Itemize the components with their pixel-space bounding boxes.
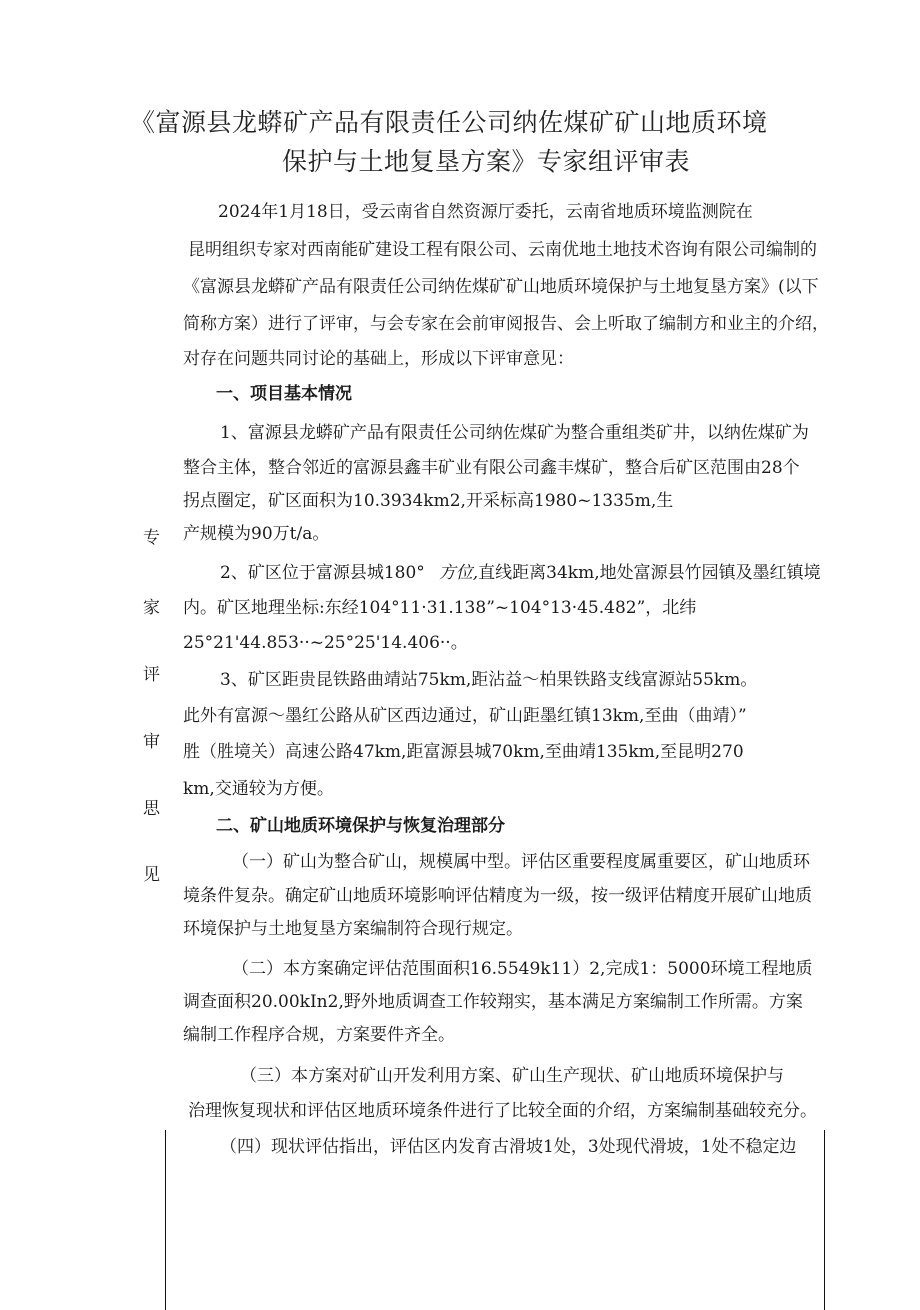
side-label-char: 专 [143, 528, 160, 548]
side-label-char: 评 [143, 665, 160, 685]
paragraph-line: 产规模为90万t/a。 [183, 524, 330, 544]
paragraph-line: 3、矿区距贵昆铁路曲靖站75km,距沾益～柏果铁路支线富源站55km。 [220, 670, 758, 690]
side-label-char: 思 [143, 799, 160, 819]
paragraph-line: 整合主体，整合邻近的富源县鑫丰矿业有限公司鑫丰煤矿，整合后矿区范围由28个 [183, 458, 800, 478]
paragraph-italic-text: 方位, [438, 563, 479, 583]
section-heading: 一、项目基本情况 [216, 384, 352, 404]
intro-line: 昆明组织专家对西南能矿建设工程有限公司、云南优地土地技术咨询有限公司编制的 [188, 240, 817, 260]
paragraph-line: 调查面积20.00kIn2,野外地质调查工作较翔实，基本满足方案编制工作所需。方案 [183, 992, 803, 1012]
side-label-char: 见 [143, 865, 160, 885]
paragraph-line: 拐点圈定，矿区面积为10.3934km2,开采标高1980~1335m,生 [183, 491, 674, 511]
paragraph-text: 直线距离34km,地处富源县竹园镇及墨红镇境 [478, 563, 821, 583]
paragraph-line: 内。矿区地理坐标:东经104°11·31.138”~104°13·45.482”，北纬 [183, 598, 697, 618]
intro-line: 《富源县龙蟒矿产品有限责任公司纳佐煤矿矿山地质环境保护与土地复垦方案》(以下 [183, 277, 819, 297]
paragraph-line [220, 562, 821, 584]
intro-line: 对存在问题共同讨论的基础上，形成以下评审意见： [183, 349, 574, 369]
paragraph-line: 环境保护与土地复垦方案编制符合现行规定。 [183, 919, 523, 939]
document-title-line1: 《富源县龙蟒矿产品有限责任公司纳佐煤矿矿山地质环境 [130, 108, 768, 137]
paragraph-line: 治理恢复现状和评估区地质环境条件进行了比较全面的介绍，方案编制基础较充分。 [188, 1101, 817, 1121]
paragraph-line: 1、富源县龙蟒矿产品有限责任公司纳佐煤矿为整合重组类矿井，以纳佐煤矿为 [220, 423, 809, 443]
paragraph-line: （三）本方案对矿山开发利用方案、矿山生产现状、矿山地质环境保护与 [240, 1066, 784, 1086]
side-label-char: 家 [143, 598, 160, 618]
paragraph-line: km,交通较为方便。 [183, 779, 334, 799]
side-label-char: 审 [143, 732, 160, 752]
paragraph-line: 胜（胜境关）高速公路47km,距富源县城70km,至曲靖135km,至昆明270 [183, 742, 744, 762]
paragraph-line: 境条件复杂。确定矿山地质环境影响评估精度为一级，按一级评估精度开展矿山地质 [183, 886, 812, 906]
paragraph-line: 25°21'44.853··~25°25'14.406··。 [183, 633, 468, 653]
paragraph-line: （四）现状评估指出，评估区内发育古滑坡1处，3处现代滑坡，1处不稳定边 [220, 1137, 797, 1157]
intro-line: 简称方案）进行了评审，与会专家在会前审阅报告、会上听取了编制方和业主的介绍， [183, 314, 829, 334]
paragraph-line: 编制工作程序合规，方案要件齐全。 [183, 1025, 455, 1045]
paragraph-text: 2、矿区位于富源县城180° [220, 563, 425, 583]
paragraph-line: （一）矿山为整合矿山，规模属中型。评估区重要程度属重要区，矿山地质环 [232, 852, 810, 872]
paragraph-line: （二）本方案确定评估范围面积16.5549k11）2,完成1：5000环境工程地质 [232, 959, 813, 979]
section-heading: 二、矿山地质环境保护与恢复治理部分 [216, 816, 505, 836]
paragraph-line: 此外有富源～墨红公路从矿区西边通过，矿山距墨红镇13km,至曲（曲靖）” [183, 706, 747, 726]
intro-line: 2024年1月18日，受云南省自然资源厅委托，云南省地质环境监测院在 [218, 202, 753, 222]
document-title-line2: 保护与土地复垦方案》专家组评审表 [282, 147, 691, 176]
